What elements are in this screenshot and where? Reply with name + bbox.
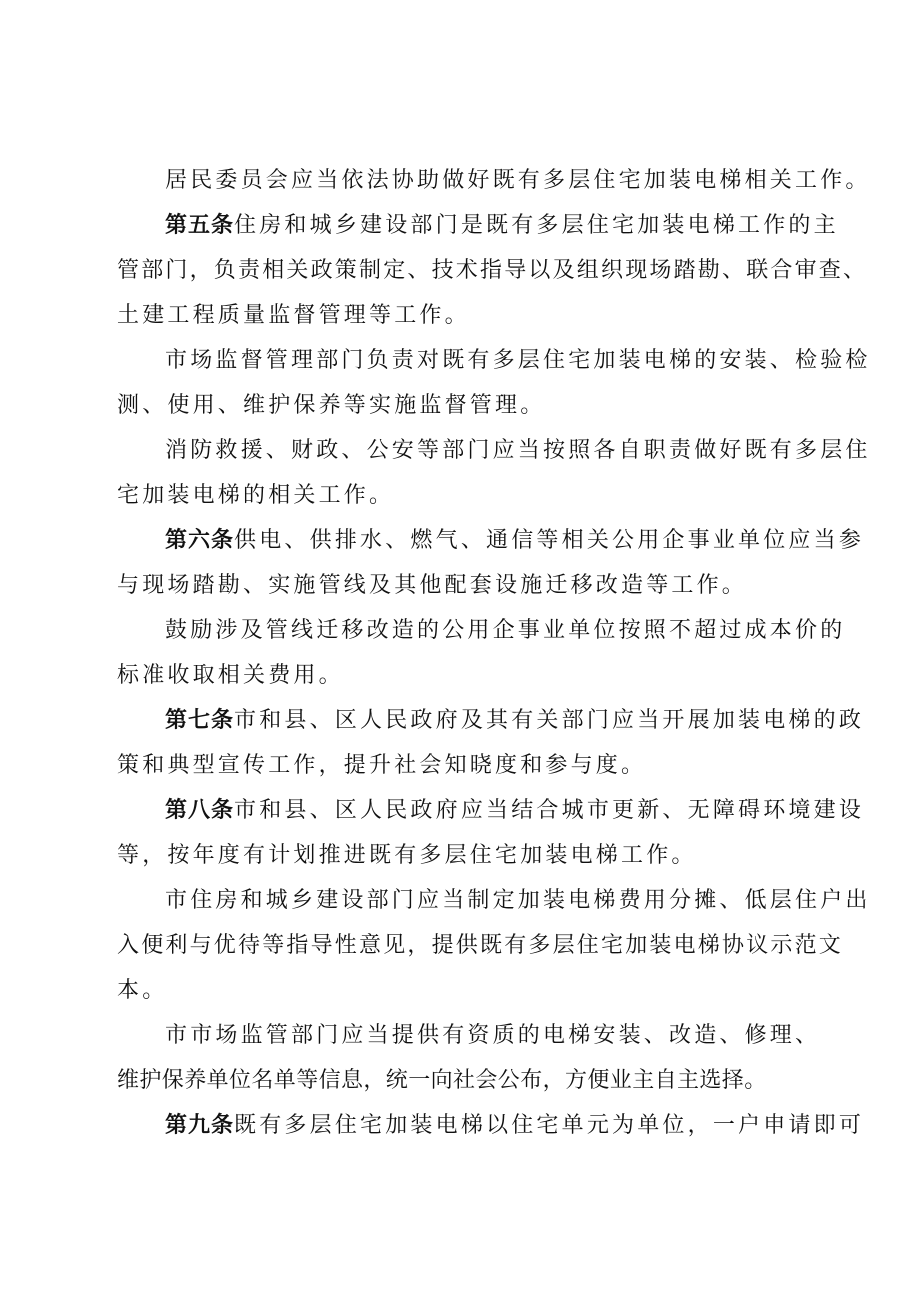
fire-rescue-line-2: 宅加装电梯的相关工作。: [117, 483, 395, 508]
housing-dept-line-3: 本。: [117, 978, 168, 1003]
article-9-label: 第九条: [165, 1113, 235, 1138]
article-7-line-1: 第七条市和县、区人民政府及其有关部门应当开展加装电梯的政: [165, 708, 865, 733]
article-5-line-2: 管部门，负责相关政策制定、技术指导以及组织现场踏勘、联合审查、: [117, 258, 868, 283]
article-5-label: 第五条: [165, 213, 235, 238]
market-supervision-line-2: 测、使用、维护保养等实施监督管理。: [117, 393, 546, 418]
paragraph-residents-committee: 居民委员会应当依法协助做好既有多层住宅加装电梯相关工作。: [165, 168, 871, 193]
article-7-label: 第七条: [165, 708, 235, 733]
housing-dept-line-2: 入便利与优待等指导性意见，提供既有多层住宅加装电梯协议示范文: [117, 933, 844, 958]
encourage-line-2: 标准收取相关费用。: [117, 663, 344, 688]
housing-dept-line-1: 市住房和城乡建设部门应当制定加装电梯费用分摊、低层住户出: [165, 888, 871, 913]
article-8-label: 第八条: [165, 798, 235, 823]
article-9-line-1: 第九条既有多层住宅加装电梯以住宅单元为单位，一户申请即可: [165, 1113, 865, 1138]
article-5-line-3: 土建工程质量监督管理等工作。: [117, 303, 470, 328]
article-6-line-1: 第六条供电、供排水、燃气、通信等相关公用企事业单位应当参: [165, 528, 865, 553]
article-7-line-2: 策和典型宣传工作，提升社会知晓度和参与度。: [117, 753, 647, 778]
article-8-line-2: 等，按年度有计划推进既有多层住宅加装电梯工作。: [117, 843, 697, 868]
market-supervision-list-line-2: 维护保养单位名单等信息，统一向社会公布，方便业主自主选择。: [117, 1068, 767, 1093]
article-6-line-2: 与现场踏勘、实施管线及其他配套设施迁移改造等工作。: [117, 573, 748, 598]
market-supervision-list-line-1: 市市场监管部门应当提供有资质的电梯安装、改造、修理、: [165, 1023, 821, 1048]
article-5-line-1: 第五条住房和城乡建设部门是既有多层住宅加装电梯工作的主: [165, 213, 839, 238]
article-8-line-1: 第八条市和县、区人民政府应当结合城市更新、无障碍环境建设: [165, 798, 865, 823]
fire-rescue-line-1: 消防救援、财政、公安等部门应当按照各自职责做好既有多层住: [165, 438, 871, 463]
encourage-line-1: 鼓励涉及管线迁移改造的公用企事业单位按照不超过成本价的: [165, 618, 846, 643]
article-6-label: 第六条: [165, 528, 235, 553]
market-supervision-line-1: 市场监督管理部门负责对既有多层住宅加装电梯的安装、检验检: [165, 348, 871, 373]
